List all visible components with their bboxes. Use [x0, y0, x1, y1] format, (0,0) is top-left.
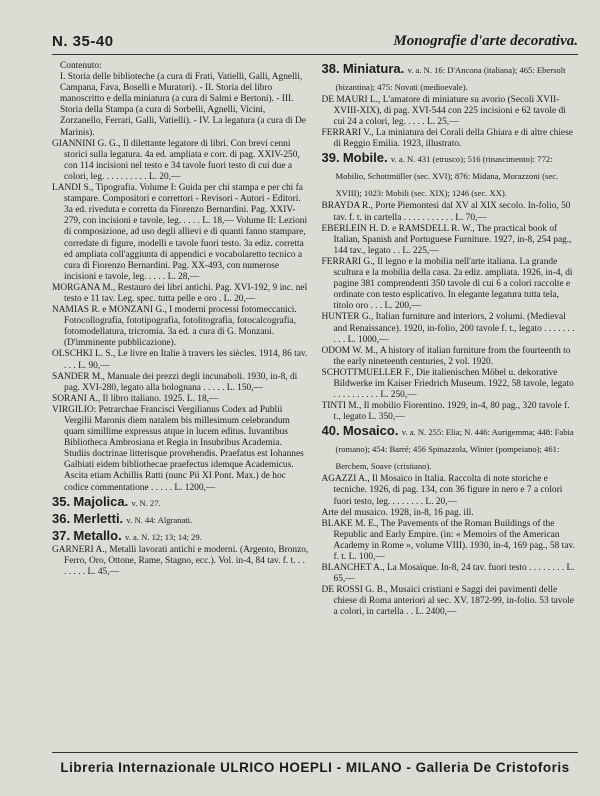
section-title: Majolica. [73, 493, 129, 509]
page-running-title: Monografie d'arte decorativa. [393, 33, 578, 49]
section-heading-35 [52, 494, 309, 511]
section-number: 35. [52, 493, 71, 509]
contents-description: I. Storia delle biblioteche (a cura di Frati, Vatielli, Galli, Agnelli, Campana, Fava, Boselli e Muratori). - II. Storia del libro manoscritto e della miniatura (a cura di Salmi e Bertoni). - III. Storia della Stampa (a cura di Sorbelli, Agnelli, Vicini, Zorzanello, Ferrari, Galli, Vatielli). - IV. La legatura (a cura di De Marinis). [60, 72, 306, 138]
page-footer [52, 760, 578, 775]
catalog-entry: NAMIAS R. e MONZANI G., I moderni processi fotomeccanici. Fotocollografia, fototipografia, fotolitografia, fotocalcografia, fotomodellatura, tricromia. 3a ed. a cura di G. Monzani. (D'imminente pubblicazione). [52, 305, 297, 349]
catalog-entry: SANDER M., Manuale dei prezzi degli incunaboli. 1930, in-8, di pag. XVI-280, legato alla bolognana . . . . . L. 150,— [52, 371, 298, 393]
catalog-entry: DE ROSSI G. B., Musaici cristiani e Saggi dei pavimenti delle chiese di Roma anteriori al sec. XV. 1872-99, in-folio. 53 tavole a colori, in cartella . . L. 2400,— [321, 585, 574, 618]
catalog-entry: BLAKE M. E., The Pavements of the Roman Buildings of the Republic and Early Empire. (in: « Memoirs of the American Academy in Rome », volume VIII). 1930, in-4, 169 pag., 58 tav. f. t. L. 100,— [321, 518, 575, 562]
section-number: 37. [52, 527, 71, 543]
section-refs: v. a. N. 16: D'Ancona (italiana); 465: Ebersolt (bizantina); 475: Novati (medioevale). [335, 65, 566, 92]
section-heading-38 [322, 61, 579, 95]
section-title: Miniatura. [342, 61, 405, 76]
catalog-entry: TINTI M., Il mobilio Fiorentino. 1929, in-4, 80 pag., 320 tavole f. t., legato L. 350,— [321, 401, 570, 423]
contents-label: Contenuto: [60, 61, 102, 71]
catalog-entry: HUNTER G., Italian furniture and interiors, 2 volumi. (Medieval and Renaissance). 1920, in-folio, 200 tavole f. t., legato . . . . . . . . . . L. 1000,— [321, 312, 575, 345]
catalog-entry: ODOM W. M., A history of italian furniture from the fourteenth to the early nineteenth centuries, 2 vol. 1920. [321, 345, 571, 367]
content-columns [52, 61, 578, 749]
catalog-entry: FERRARI G., Il legno e la mobilia nell'arte italiana. La grande scultura e la mobilia della casa. 2a ediz. ampliata. 1926, in-4, di pagine 381 comprendenti 350 tavole di cui 6 a colori raccolte e ordinate con testo esplicativo. In elegante legatura tutta tela, titolo oro . . . L. 200,— [321, 256, 573, 312]
left-column [52, 61, 309, 749]
catalog-entry: OLSCHKI L. S., Le livre en Italie à travers les siècles. 1914, 86 tav. . . . L. 90,— [52, 349, 308, 371]
header-rule [52, 54, 578, 55]
section-title: Merletti. [73, 510, 124, 526]
catalog-entry: SORANI A., Il libro italiano. 1925. L. 18,— [52, 393, 219, 404]
section-number: 38. [321, 61, 340, 76]
catalog-entry: AGAZZI A., Il Mosaico in Italia. Raccolta di note storiche e tecniche. 1926, di pag. 134, con 36 figure in nero e 7 a colori fuori testo, leg. . . . . . . . L. 20,— [321, 474, 563, 507]
section-number: 39. [321, 150, 340, 166]
section-refs: v. N. 27. [131, 497, 161, 508]
catalog-entry: EBERLEIN H. D. e RAMSDELL R. W., The practical book of Italian, Spanish and Portuguese Furniture. 1927, in-8, 254 pag., 144 tav., legato . . L. 225,— [321, 223, 572, 256]
section-refs: v. a. N. 431 (etrusco); 516 (rinascimento): 772: Mobilio, Schottmüller (sec. XVI); 876: Midana, Morazzoni (sec. XVIII); 1023: Mobili (sec. XIX); 1246 (sec. XX). [335, 154, 559, 199]
catalog-entry: VIRGILIO: Petrarchae Francisci Vergilianus Codex ad Publii Vergilii Maronis diem natalem bis millesimum celebrandum quam simillime expressus atque in lucem editus. Iuvantibus Bibliotheca Ambrosiana et Regia in Insubribus Academia. Studiis doctrinae litterisque provehendis. Praefatus est Iohannes Galbiati eidem bibliothecae praefectus idemque Academicus. Ascita etiam Achillis Ratti (nunc Pii XI Pont. Max.) de hoc codice commentatione . . . . . L. 1200,— [52, 404, 304, 493]
catalog-entry: DE MAURI L., L'amatore di miniature su avorio (Secoli XVII-XVIII-XIX), di pag. XVI-544 con 225 incisioni e 62 tavole di cui 24 a colori, leg. . . . . L. 25,— [321, 95, 566, 128]
catalog-entry: LANDI S., Tipografia. Volume I: Guida per chi stampa e per chi fa stampare. Compositori e correttori - Revisori - Autori - Editori. 3a ed. riveduta e corretta da Fiorenzo Bernardini. Pag. XXIV-279, con incisioni e tavole, leg. . . . . L. 18,— Volume II: Lezioni di composizione, ad uso degli allievi e di quanti fanno stampare, corredate di figure, modelli e tavole fuori testo. 3a ediz. corretta ed ampliata coll'aggiunta di appendici e vocabolaretto tecnico a cura di Fiorenzo Bernardini. Pag. XX-493, con numerose incisioni e tavole, leg. . . . . L. 28,— [52, 183, 308, 282]
catalog-entry: BRAYDA R., Porte Piemontesi dal XV al XIX secolo. In-folio, 50 tav. f. t. in cartella . . . . . . . . . . . L. 70,— [321, 201, 571, 223]
footer-rule [52, 752, 578, 753]
section-title: Mobile. [342, 150, 388, 166]
section-number: 36. [52, 510, 71, 526]
section-title: Metallo. [73, 527, 122, 543]
catalog-entry: BLANCHET A., La Mosaïque. In-8, 24 tav. fuori testo . . . . . . . . L. 65,— [321, 563, 575, 585]
catalog-entry: Arte del musaico. 1928, in-8, 16 pag. ill. [321, 507, 474, 518]
page-number-range: N. 35-40 [52, 33, 114, 50]
section-heading-40 [322, 423, 579, 474]
section-title: Mosaico. [342, 423, 399, 439]
page-header [52, 28, 578, 50]
section-heading-36 [52, 511, 309, 528]
catalog-entry: GIANNINI G. G., Il dilettante legatore di libri. Con brevi cenni storici sulla legatura. 4a ed. ampliata e corr. di pag. XXIV-250, con 114 incisioni nel testo e 34 tavole fuori testo di cui due a colori, leg. . . . . . . . . . L. 20,— [52, 138, 300, 182]
catalog-entry: FERRARI V., La miniatura dei Corali della Ghiara e di altre chiese di Reggio Emilia. 1923, illustrato. [321, 128, 573, 150]
publisher-imprint: Libreria Internazionale ULRICO HOEPLI - MILANO - Galleria De Cristoforis [60, 760, 570, 775]
catalog-entry: SCHOTTMUELLER F., Die italienischen Möbel u. dekorative Bildwerke im Kaiser Friedrich Museum. 1922, 58 tavole, legato . . . . . . . . . . L. 250,— [321, 367, 574, 401]
section-refs: v. a. N. 12; 13; 14; 29. [124, 531, 202, 542]
catalog-entry: MORGANA M., Restauro dei libri antichi. Pag. XVI-192, 9 inc. nel testo e 11 tav. Leg. spec. tutta pelle e oro . L. 20,— [52, 282, 308, 304]
right-column [322, 61, 579, 749]
catalog-entry: GARNERI A., Metalli lavorati antichi e moderni. (Argento, Bronzo, Ferro, Oro, Ottone, Rame, Stagno, ecc.). Vol. in-4, 84 tav. f. t. . . . . . . . L. 45,— [52, 544, 309, 577]
section-heading-39 [322, 150, 579, 201]
section-heading-37 [52, 528, 309, 545]
section-number: 40. [321, 423, 340, 439]
section-refs: v. a. N. 255: Elia; N. 446: Aurigemma; 448: Fabia (romano); 454: Barré; 456 Spinazzola, Winter (pompeiano); 461: Berchem, Soave (cristiano). [335, 427, 574, 472]
section-refs: v. N. 44: Algranati. [126, 514, 193, 525]
